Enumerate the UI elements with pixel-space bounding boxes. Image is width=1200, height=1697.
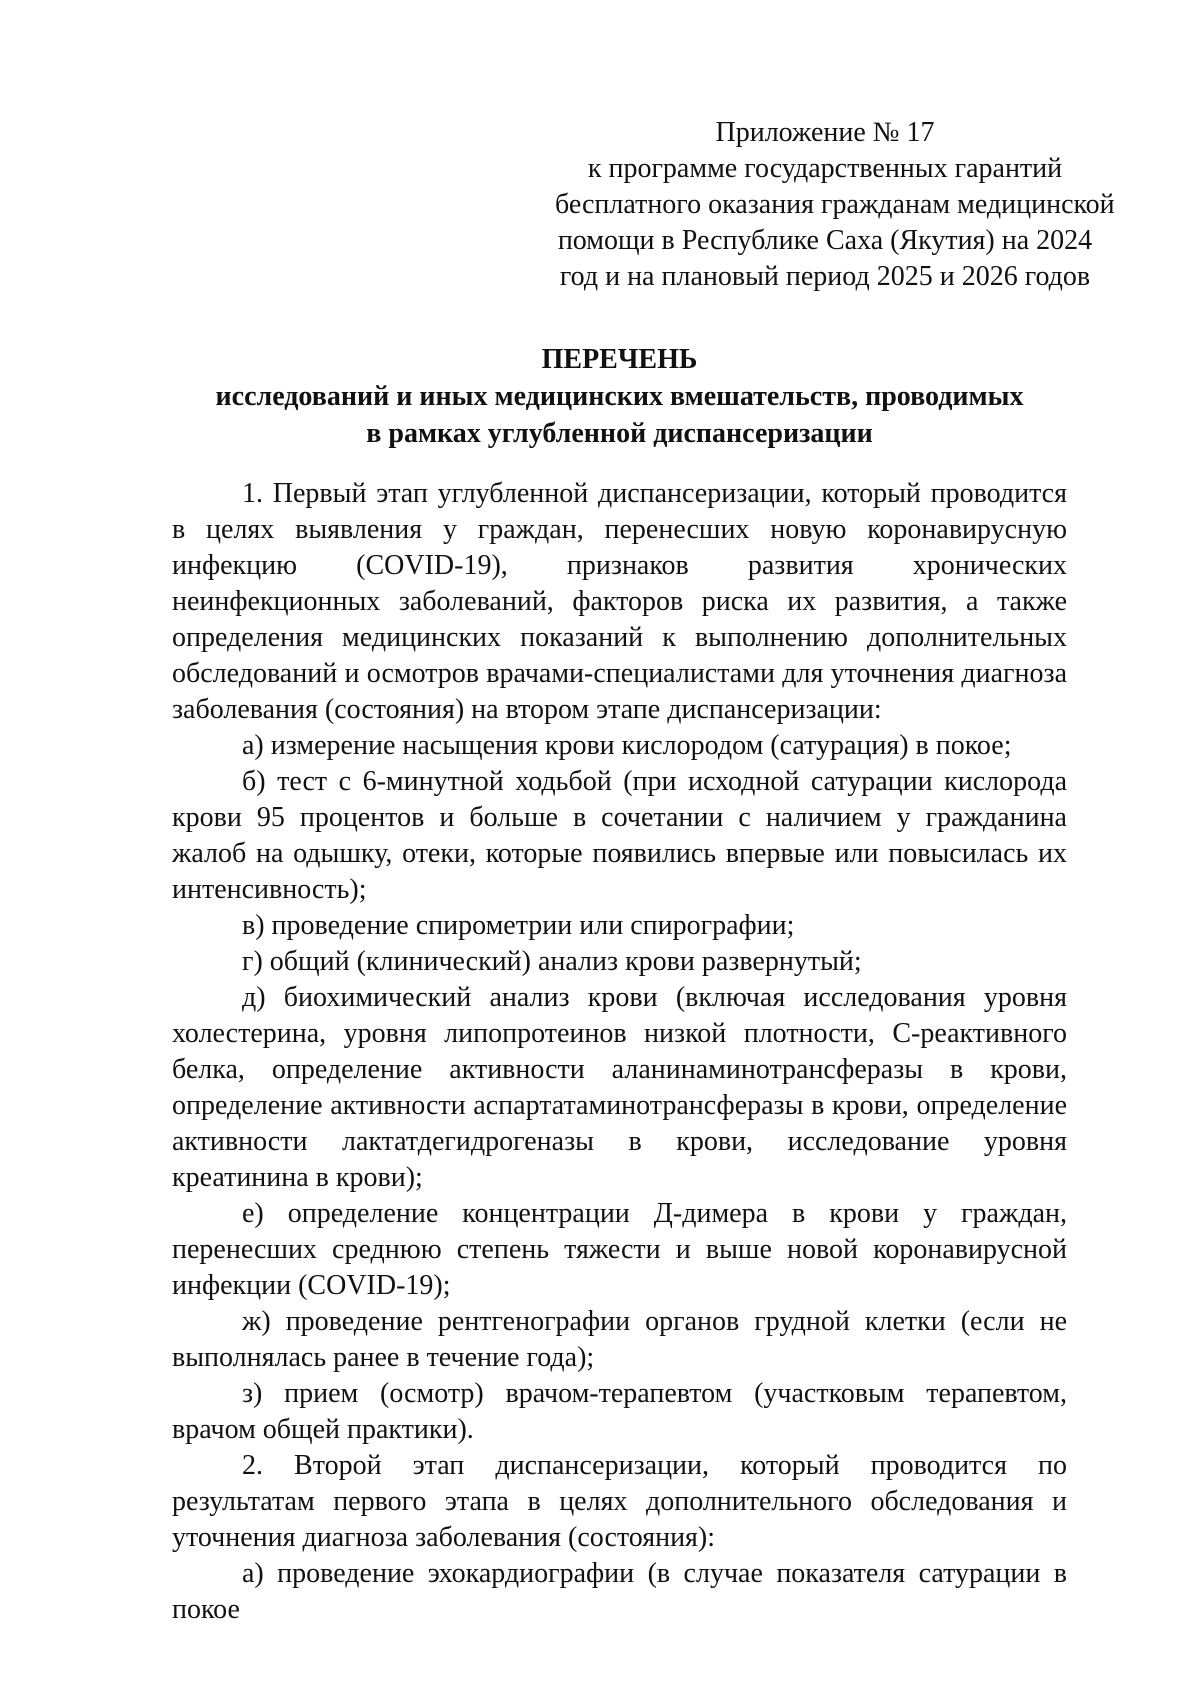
list-item-e: е) определение концентрации Д-димера в крови у граждан, перенесших среднюю степень тяжести и выше новой коронавирусной инфекции (COVID-19); (172, 1198, 1067, 1301)
list-item-d: д) биохимический анализ крови (включая исследования уровня холестерина, уровня липопротеинов низкой плотности, С-реактивного белка, определение активности аланинаминотрансферазы в крови, определение активности аспартатаминотрансферазы в крови, определение активности лактатдегидрогеназы в крови, исследование уровня креатинина в крови); (172, 982, 1067, 1193)
appendix-number: Приложение № 17 (715, 117, 935, 148)
appendix-line: помощи в Республике Саха (Якутия) на 2024 (557, 225, 1093, 256)
title-subtitle: исследований и иных медицинских вмешательств, проводимых (215, 381, 1024, 412)
list-item-z: з) прием (осмотр) врачом-терапевтом (участковым терапевтом, врачом общей практики). (172, 1378, 1067, 1445)
appendix-line: бесплатного оказания гражданам медицинской (555, 189, 1115, 220)
list-item-zh: ж) проведение рентгенографии органов грудной клетки (если не выполнялась ранее в течение года); (172, 1306, 1067, 1373)
paragraph-stage-1: 1. Первый этап углубленной диспансеризации, который проводится в целях выявления у граждан, перенесших новую коронавирусную инфекцию (COVID-19), признаков развития хронических неинфекционных заболеваний, факторов риска их развития, а также определения медицинских показаний к выполнению дополнительных обследований и осмотров врачами-специалистами для уточнения диагноза заболевания (состояния) на втором этапе диспансеризации: (172, 478, 1067, 725)
list-item-g: г) общий (клинический) анализ крови развернутый; (242, 946, 862, 977)
list-item-b: б) тест с 6-минутной ходьбой (при исходной сатурации кислорода крови 95 процентов и больше в сочетании с наличием у гражданина жалоб на одышку, отеки, которые появились впервые или повысилась их интенсивность); (172, 766, 1067, 905)
appendix-line: к программе государственных гарантий (587, 153, 1063, 184)
document-body (172, 476, 1067, 1628)
list-item-a: а) измерение насыщения крови кислородом (сатурация) в покое; (242, 730, 1012, 761)
title-heading: ПЕРЕЧЕНЬ (541, 344, 698, 375)
title-subtitle: в рамках углубленной диспансеризации (366, 418, 873, 449)
document-title (172, 341, 1067, 452)
appendix-header (555, 115, 1115, 295)
list-item-a-stage-2: а) проведение эхокардиографии (в случае показателя сатурации в покое (172, 1558, 1067, 1625)
list-item-v: в) проведение спирометрии или спирографии; (242, 910, 795, 941)
paragraph-stage-2: 2. Второй этап диспансеризации, который проводится по результатам первого этапа в целях дополнительного обследования и уточнения диагноза заболевания (состояния): (172, 1450, 1067, 1553)
appendix-line: год и на плановый период 2025 и 2026 годов (559, 261, 1091, 292)
